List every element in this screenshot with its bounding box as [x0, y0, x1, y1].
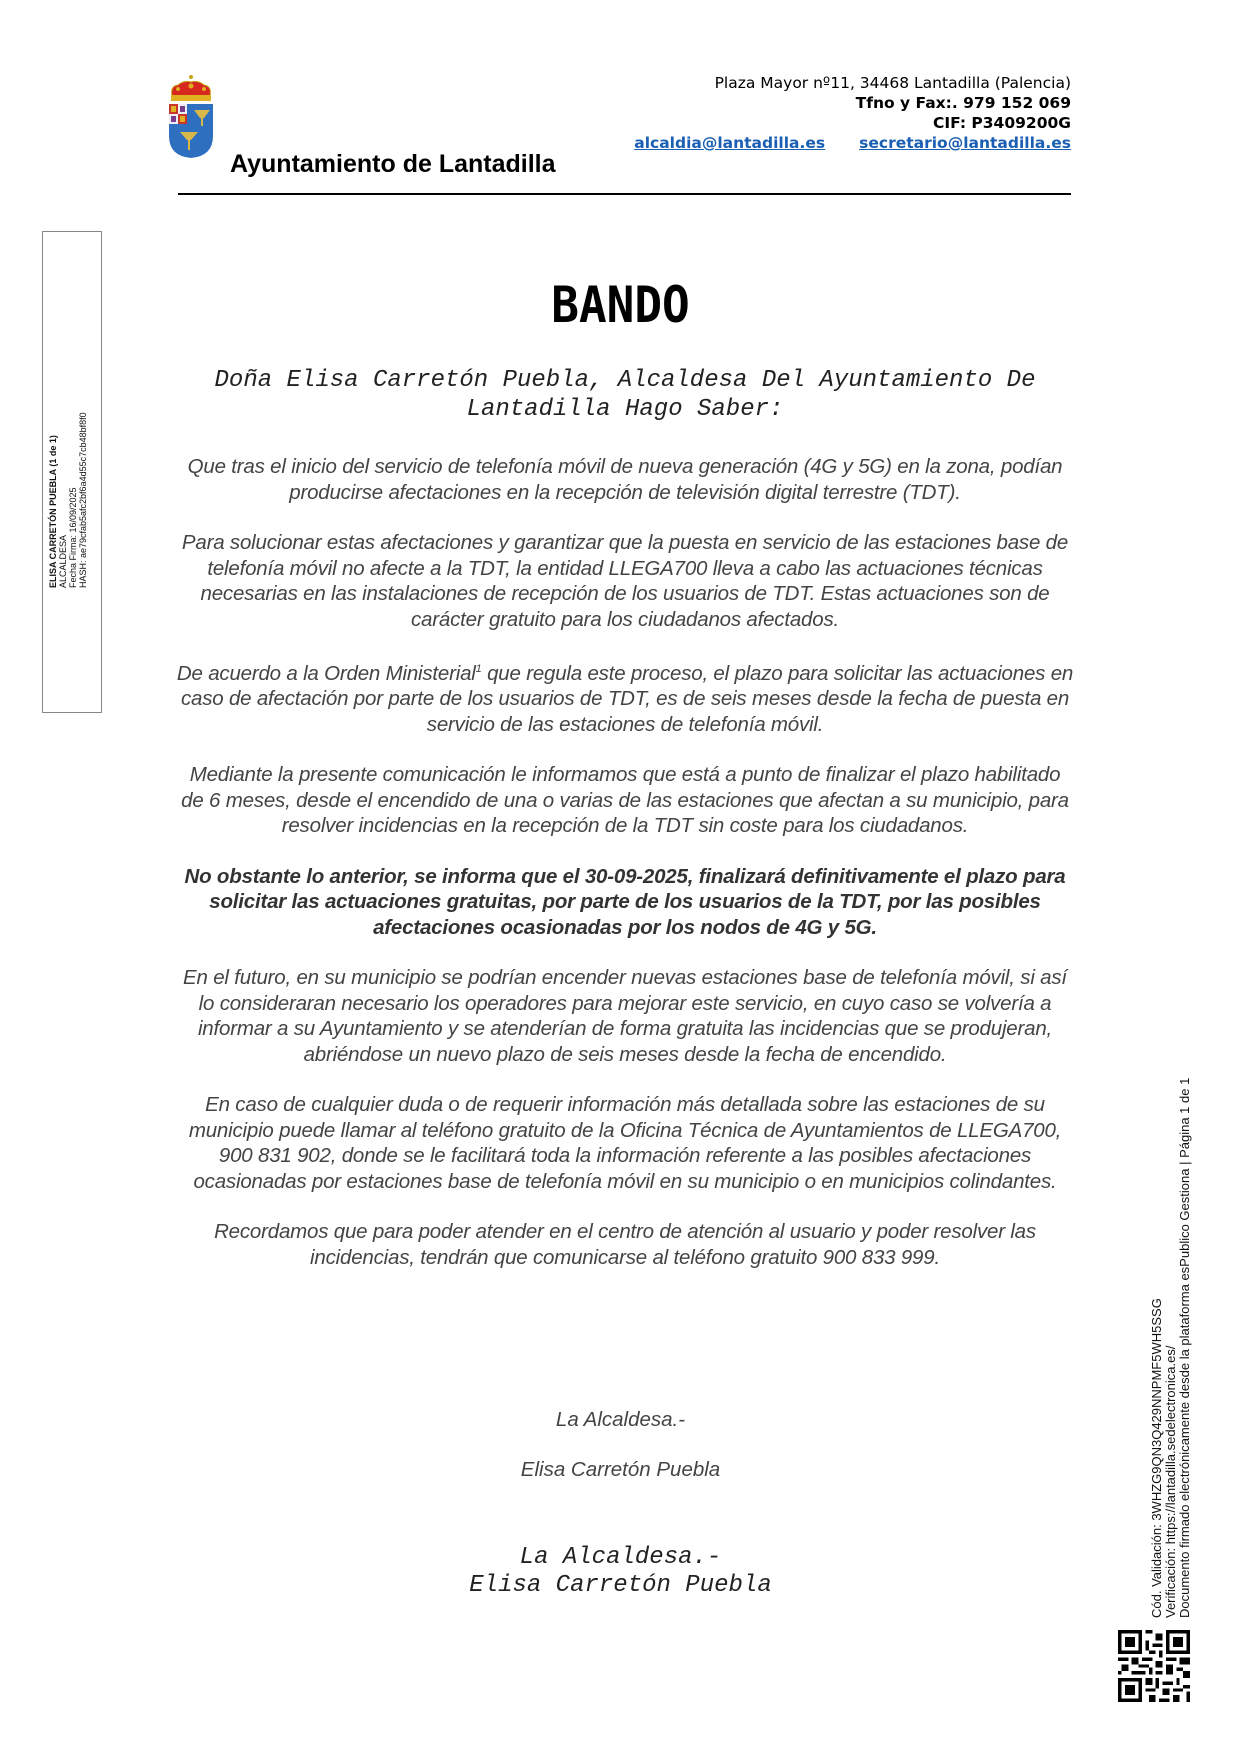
platform-note: Documento firmado electrónicamente desde la plataforma esPublico Gestiona | Página 1 de 1 [1177, 1077, 1192, 1618]
signature-name: Elisa Carretón Puebla [469, 1572, 772, 1599]
cif: CIF: P3409200G [932, 114, 1071, 132]
document-title: BANDO [551, 276, 690, 334]
coat-of-arms-icon [166, 74, 216, 160]
validation-code: Cód. Validación: 3WHZG9QN3Q429NNPMF5WH5SSG [1149, 1298, 1164, 1618]
paragraph: Que tras el inicio del servicio de telefonía móvil de nueva generación (4G y 5G) en la zona, podían producirse afectaciones en la recepción de televisión digital terrestre (TDT). [187, 455, 1063, 504]
paragraph-ministerial [176, 657, 1074, 737]
signature-hash: HASH: ae79cfab5afc2bf6a4d55c7cb48bf8f0 [78, 412, 88, 588]
closing-role: La Alcaldesa.- [555, 1408, 686, 1431]
signature-role: La Alcaldesa.- [519, 1544, 722, 1571]
phone-fax: Tfno y Fax:. 979 152 069 [855, 94, 1071, 112]
paragraph: Mediante la presente comunicación le informamos que está a punto de finalizar el plazo habilitado de 6 meses, desde el encendido de una o varias de las estaciones que afectan a su municipio, para resolver incidencias en la recepción de la TDT sin coste para los ciudadanos. [181, 763, 1069, 838]
closing-name: Elisa Carretón Puebla [520, 1458, 721, 1481]
email-links [634, 133, 1071, 153]
validation-strip [1150, 1078, 1192, 1618]
email-secretario-link[interactable]: secretario@lantadilla.es [859, 134, 1071, 152]
paragraph-text: De acuerdo a la Orden Ministerial [176, 661, 476, 685]
intro-statement: Doña Elisa Carretón Puebla, Alcaldesa Del Ayuntamiento De Lantadilla Hago Saber: [214, 367, 1036, 423]
signer-name: ELISA CARRETÓN PUEBLA (1 de 1) [48, 435, 58, 588]
paragraph-text: que regula este proceso, el plazo para solicitar las actuaciones en caso de afectación por parte de los usuarios de TDT, es de seis meses desde la fecha de puesta en servicio de las estaciones de telefonía móvil. [180, 661, 1074, 736]
header-divider [178, 193, 1071, 195]
signature-date: Fecha Firma: 16/09/2025 [68, 487, 78, 588]
document-body [176, 454, 1074, 1295]
qr-code-icon[interactable] [1118, 1630, 1190, 1702]
footnote-marker: 1 [475, 663, 482, 675]
verification-url: Verificación: https://lantadilla.sedelectronica.es/ [1163, 1345, 1178, 1618]
paragraph-deadline: No obstante lo anterior, se informa que el 30-09-2025, finalizará definitivamente el plazo para solicitar las actuaciones gratuitas, por parte de los usuarios de la TDT, por las posibles afectaciones ocasionadas por los nodos de 4G y 5G. [184, 864, 1066, 939]
paragraph: En caso de cualquier duda o de requerir información más detallada sobre las estaciones de su municipio puede llamar al teléfono gratuito de la Oficina Técnica de Ayuntamientos de LLEGA700, 900 831 902, donde se le facilitará toda la información referente a las posibles afectaciones ocasionadas por estaciones base de telefonía móvil en su municipio o en municipios colindantes. [188, 1093, 1062, 1193]
organization-name: Ayuntamiento de Lantadilla [230, 150, 556, 178]
paragraph: Recordamos que para poder atender en el centro de atención al usuario y poder resolver las incidencias, tendrán que comunicarse al teléfono gratuito 900 833 999. [214, 1220, 1036, 1269]
signature-stamp-text [48, 412, 88, 588]
paragraph: Para solucionar estas afectaciones y garantizar que la puesta en servicio de las estaciones base de telefonía móvil no afecte a la TDT, la entidad LLEGA700 lleva a cabo las actuaciones técnicas necesarias en las instalaciones de recepción de los usuarios de TDT. Estas actuaciones son de carácter gratuito para los ciudadanos afectados. [181, 531, 1069, 631]
address: Plaza Mayor nº11, 34468 Lantadilla (Palencia) [714, 74, 1071, 92]
email-alcaldia-link[interactable]: alcaldia@lantadilla.es [634, 134, 826, 152]
signer-role: ALCALDESA [58, 534, 68, 588]
paragraph: En el futuro, en su municipio se podrían encender nuevas estaciones base de telefonía móvil, si así lo consideraran necesario los operadores para mejorar este servicio, en cuyo caso se volvería a informar a su Ayuntamiento y se atenderían de forma gratuita las incidencias que se produjeran, abriéndose un nuevo plazo de seis meses desde la fecha de encendido. [183, 966, 1067, 1066]
contact-block [634, 73, 1071, 153]
